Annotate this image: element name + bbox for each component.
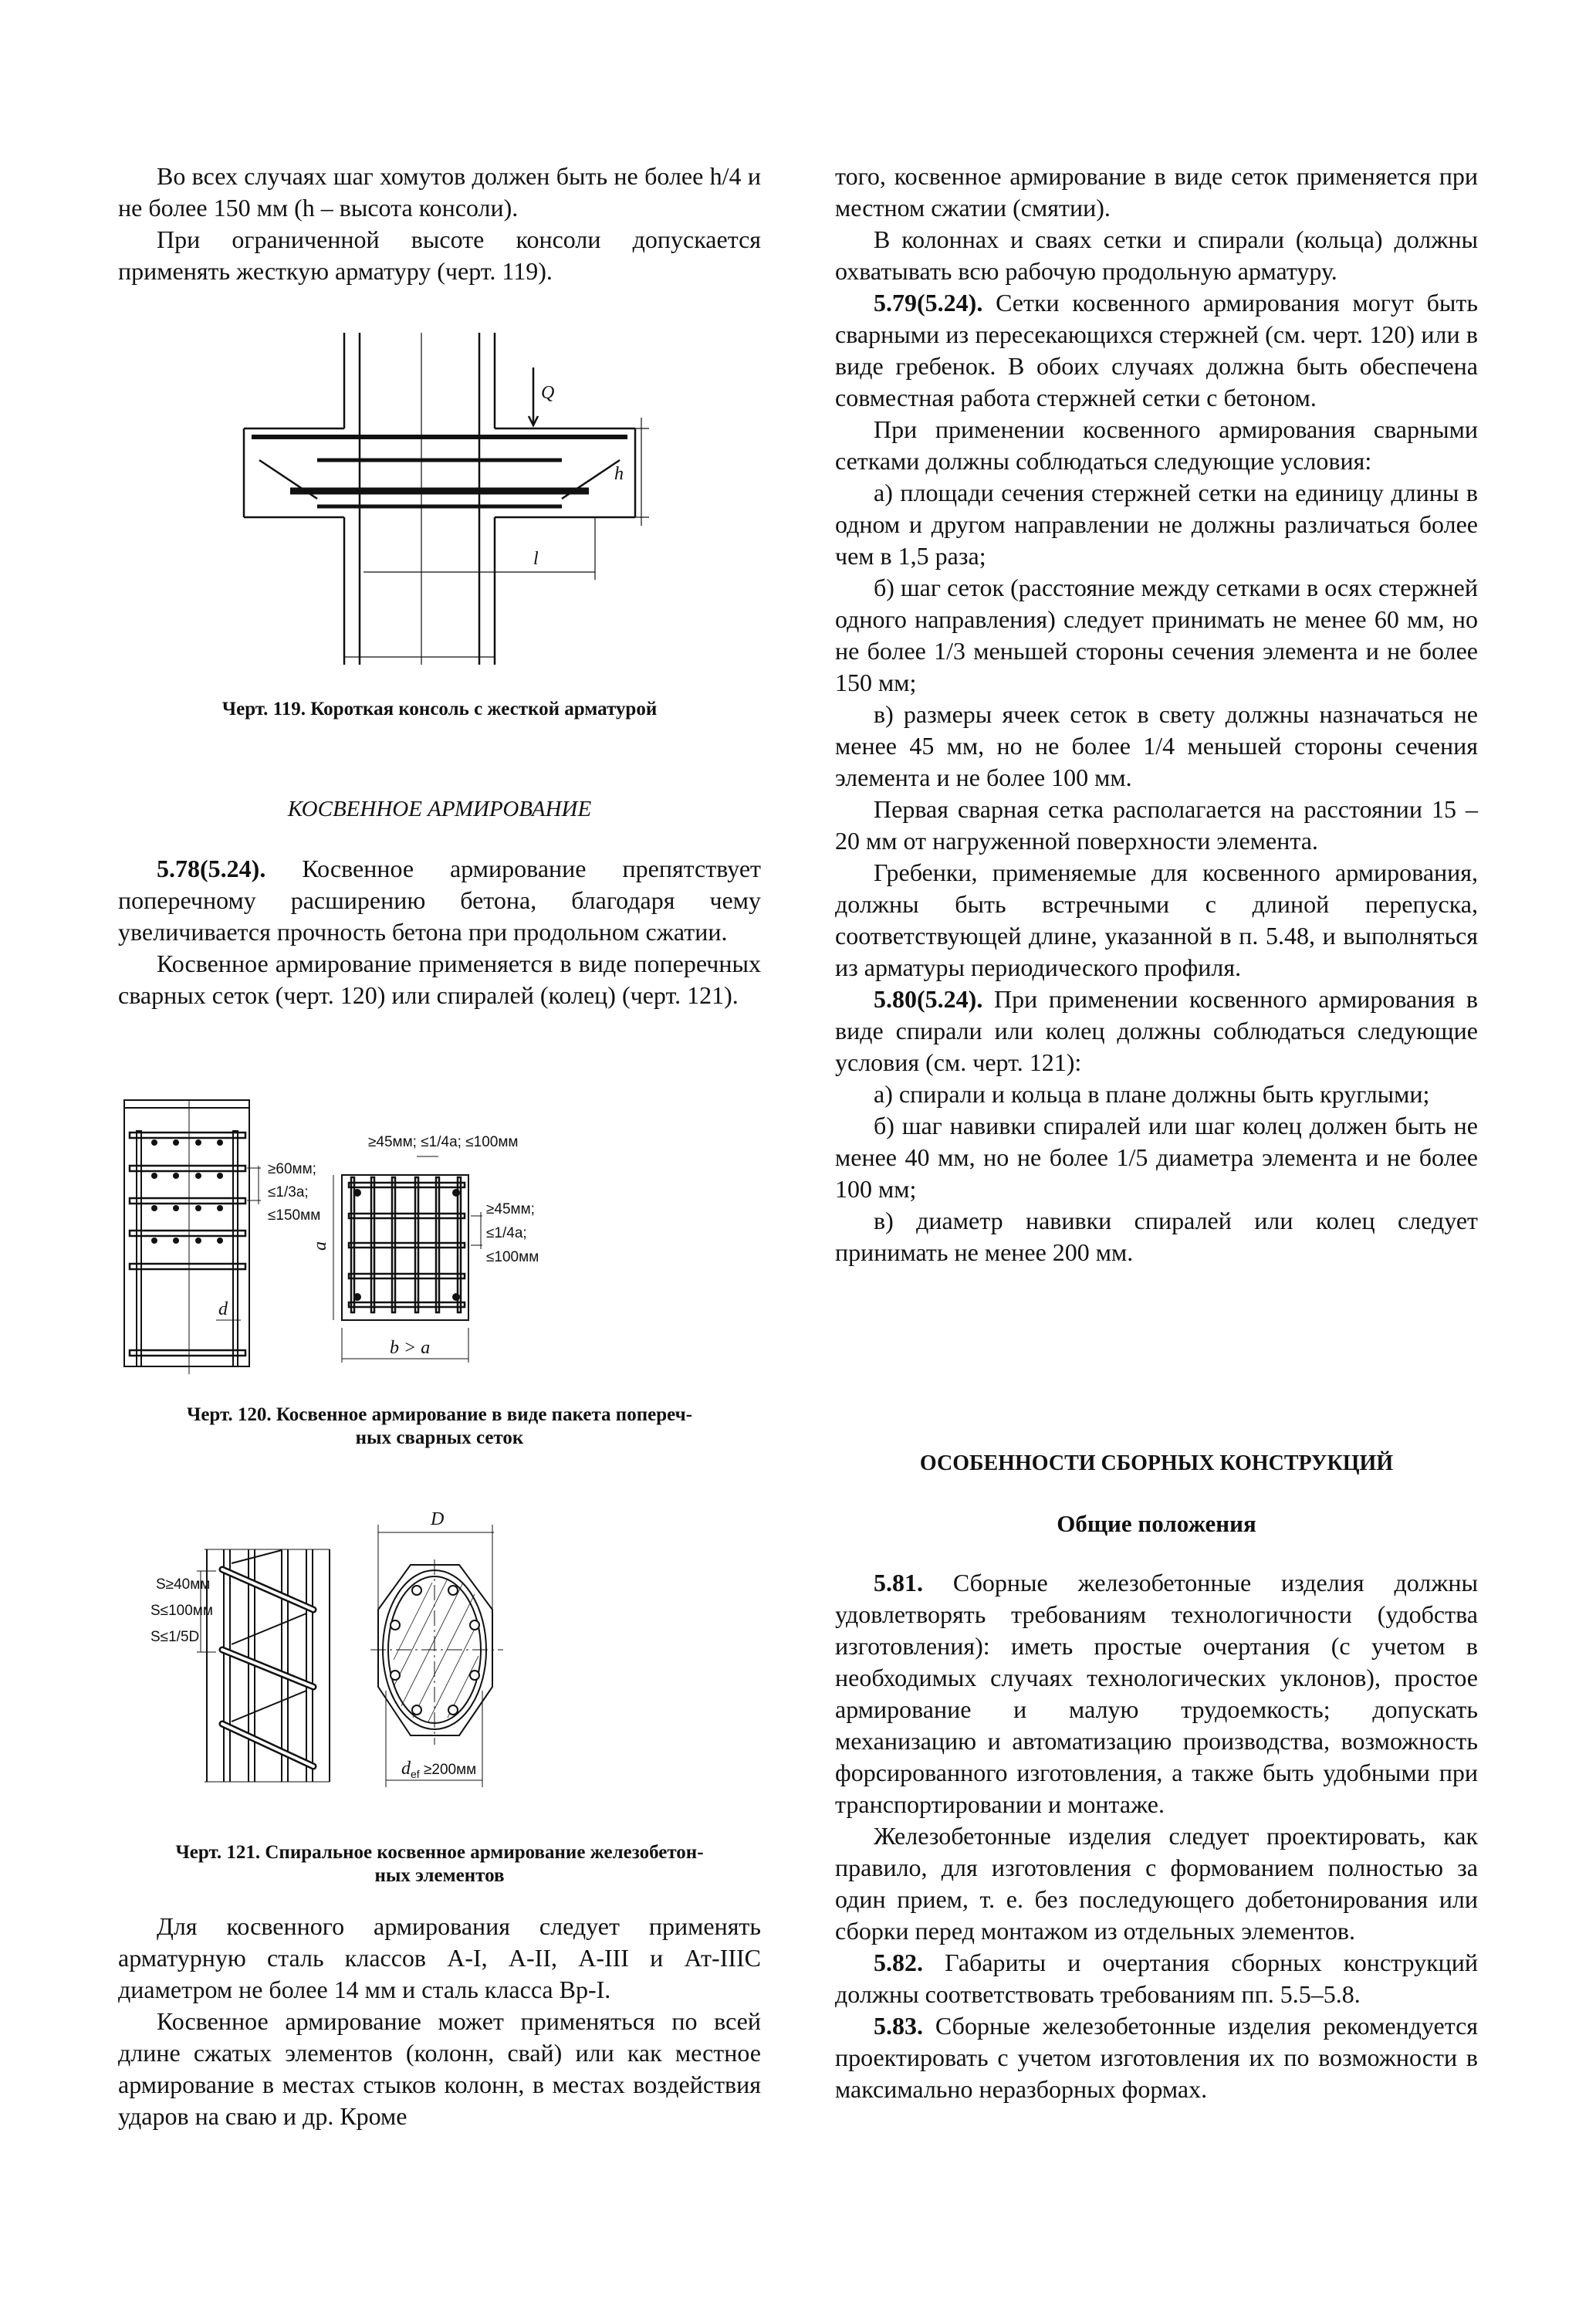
clause-text: Косвенное армирование препятствует поперечному расширению бетона, благодаря чему увеличивается прочность бетона при продольном сжатии. bbox=[118, 855, 761, 946]
spacing-label: ≥60мм; bbox=[268, 1161, 316, 1177]
paragraph: Для косвенного армирования следует применять арматурную сталь классов А-I, А-II, А-III и Ат-IIIС диаметром не более 14 мм и сталь класса Вр-I. bbox=[118, 1912, 761, 2003]
caption-line: Черт. 121. Спиральное косвенное армирование железобетон- bbox=[175, 1842, 704, 1863]
label-h: h bbox=[614, 464, 624, 484]
figure-120-welded-mesh-diagram bbox=[116, 1096, 741, 1390]
paragraph-5-83 bbox=[835, 2010, 1478, 2105]
clause-text: Сборные железобетонные изделия рекомендуется проектировать с учетом изготовления их по возможности в максимально неразборных формах. bbox=[835, 2012, 1478, 2103]
figure-119-console-diagram bbox=[244, 333, 653, 665]
list-item: б) шаг сеток (расстояние между сетками в осях стержней одного направления) следует принимать не менее 60 мм, но не более 1/3 меньшей стороны сечения элемента и не более 150 мм; bbox=[835, 574, 1478, 696]
left-text-bottom bbox=[118, 1911, 761, 2132]
def-subscript: ef bbox=[411, 1768, 420, 1780]
right-text-bottom bbox=[835, 1567, 1478, 2105]
caption-line: Черт. 120. Косвенное армирование в виде пакета попереч- bbox=[186, 1404, 693, 1425]
def-value: ≥200мм bbox=[419, 1762, 477, 1778]
label-a: a bbox=[310, 1241, 330, 1251]
section-heading: КОСВЕННОЕ АРМИРОВАНИЕ bbox=[287, 797, 592, 821]
clause-text: При применении косвенного армирования в виде спирали или колец должны соблюдаться следующие условия (см. черт. 121): bbox=[835, 985, 1478, 1076]
paragraph: При ограниченной высоте консоли допускается применять жесткую арматуру (черт. 119). bbox=[118, 225, 761, 285]
left-text-mid bbox=[118, 853, 761, 1011]
top-dimension-label: ≥45мм; ≤1/4a; ≤100мм bbox=[368, 1134, 519, 1150]
paragraph: Гребенки, применяемые для косвенного армирования, должны быть встречными с длиной перепуска, соответствующей длине, указанной в п. 5.48, и выполняться из арматуры периодического профиля. bbox=[835, 858, 1478, 981]
paragraph: Железобетонные изделия следует проектировать, как правило, для изготовления с формованием полностью за один прием, т. е. без последующего добетонирования или сборки перед монтажом из отдельных элементов. bbox=[835, 1822, 1478, 1945]
caption-line: ных элементов bbox=[374, 1865, 505, 1886]
clause-number: 5.82. bbox=[874, 1949, 923, 1976]
paragraph: Косвенное армирование может применяться по всей длине сжатых элементов (колонн, свай) или как местное армирование в местах стыков колонн, в местах воздействия ударов на сваю и др. Кроме bbox=[118, 2007, 761, 2130]
left-text-top bbox=[118, 161, 761, 287]
label-l: l bbox=[533, 549, 539, 569]
clause-text: Сборные железобетонные изделия должны удовлетворять требованиям технологичности (удобства изготовления): иметь простые очертания (с учетом в необходимых случаях технологических уклонов), простое армирование и малую трудоемкость; допускать механизацию и автоматизацию производства, возможность форсированного изготовления, а также быть удобными при транспортировании и монтаже. bbox=[835, 1569, 1478, 1818]
clause-number: 5.81. bbox=[874, 1569, 923, 1596]
figure-120-caption bbox=[118, 1403, 761, 1450]
paragraph: Во всех случаях шаг хомутов должен быть не более h/4 и не более 150 мм (h – высота консоли). bbox=[118, 162, 761, 222]
paragraph-5-79 bbox=[835, 287, 1478, 414]
figure-119-caption: Черт. 119. Короткая консоль с жесткой арматурой bbox=[221, 699, 658, 720]
clause-text: Габариты и очертания сборных конструкций должны соответствовать требованиям пп. 5.5–5.8. bbox=[835, 1949, 1478, 2008]
pitch-label: S≤1/5D bbox=[150, 1629, 200, 1645]
clause-number: 5.79(5.24). bbox=[874, 289, 983, 317]
def-symbol: d bbox=[401, 1759, 411, 1779]
paragraph-5-80 bbox=[835, 984, 1478, 1078]
paragraph: В колоннах и сваях сетки и спирали (кольца) должны охватывать всю рабочую продольную арматуру. bbox=[835, 225, 1478, 285]
paragraph: При применении косвенного армирования сварными сетками должны соблюдаться следующие условия: bbox=[835, 415, 1478, 475]
caption-line: ных сварных сеток bbox=[355, 1427, 524, 1448]
clause-number: 5.78(5.24). bbox=[157, 855, 266, 882]
pitch-label: S≥40мм bbox=[156, 1576, 211, 1593]
section-heading: ОСОБЕННОСТИ СБОРНЫХ КОНСТРУКЦИЙ bbox=[919, 1451, 1394, 1475]
paragraph: Первая сварная сетка располагается на расстоянии 15 – 20 мм от нагруженной поверхности элемента. bbox=[835, 795, 1478, 855]
paragraph-5-81 bbox=[835, 1567, 1478, 1820]
label-q: Q bbox=[541, 383, 555, 403]
clause-text: Сетки косвенного армирования могут быть сварными из пересекающихся стержней (см. черт. 120) или в виде гребенок. В обоих случаях должна быть обеспечена совместная работа стержней сетки с бетоном. bbox=[835, 289, 1478, 411]
right-text-top bbox=[835, 161, 1478, 1268]
label-d: d bbox=[218, 1299, 228, 1319]
figure-121-spiral-diagram bbox=[116, 1498, 741, 1822]
label-diameter: D bbox=[431, 1509, 445, 1529]
list-item: а) спирали и кольца в плане должны быть круглыми; bbox=[874, 1080, 1430, 1108]
clause-number: 5.80(5.24). bbox=[874, 985, 983, 1013]
paragraph-5-82 bbox=[835, 1947, 1478, 2010]
mesh-label: ≥45мм; bbox=[486, 1201, 535, 1217]
list-item: а) площади сечения стержней сетки на единицу длины в одном и другом направлении не должны различаться более чем в 1,5 раза; bbox=[835, 479, 1478, 570]
spacing-label: ≤1/3a; bbox=[268, 1184, 309, 1200]
label-b-gt-a: b > a bbox=[390, 1338, 431, 1358]
list-item: б) шаг навивки спиралей или шаг колец должен быть не менее 40 мм, но не более 1/5 диаметра элемента и не более 100 мм; bbox=[835, 1112, 1478, 1203]
spacing-label: ≤150мм bbox=[268, 1207, 321, 1224]
label-def bbox=[401, 1759, 476, 1780]
paragraph: того, косвенное армирование в виде сеток применяется при местном сжатии (смятии). bbox=[835, 162, 1478, 222]
figure-121-caption bbox=[118, 1841, 761, 1888]
pitch-label: S≤100мм bbox=[150, 1603, 213, 1619]
subsection-heading: Общие положения bbox=[1057, 1510, 1256, 1537]
mesh-label: ≤1/4a; bbox=[486, 1225, 527, 1241]
list-item: в) размеры ячеек сеток в свету должны назначаться не менее 45 мм, но не более 1/4 меньшей стороны сечения элемента и не более 100 мм. bbox=[835, 700, 1478, 791]
list-item: в) диаметр навивки спиралей или колец следует принимать не менее 200 мм. bbox=[835, 1207, 1478, 1266]
paragraph-5-78 bbox=[118, 853, 761, 948]
paragraph: Косвенное армирование применяется в виде поперечных сварных сеток (черт. 120) или спиралей (колец) (черт. 121). bbox=[118, 950, 761, 1009]
clause-number: 5.83. bbox=[874, 2012, 923, 2040]
mesh-label: ≤100мм bbox=[486, 1249, 539, 1265]
